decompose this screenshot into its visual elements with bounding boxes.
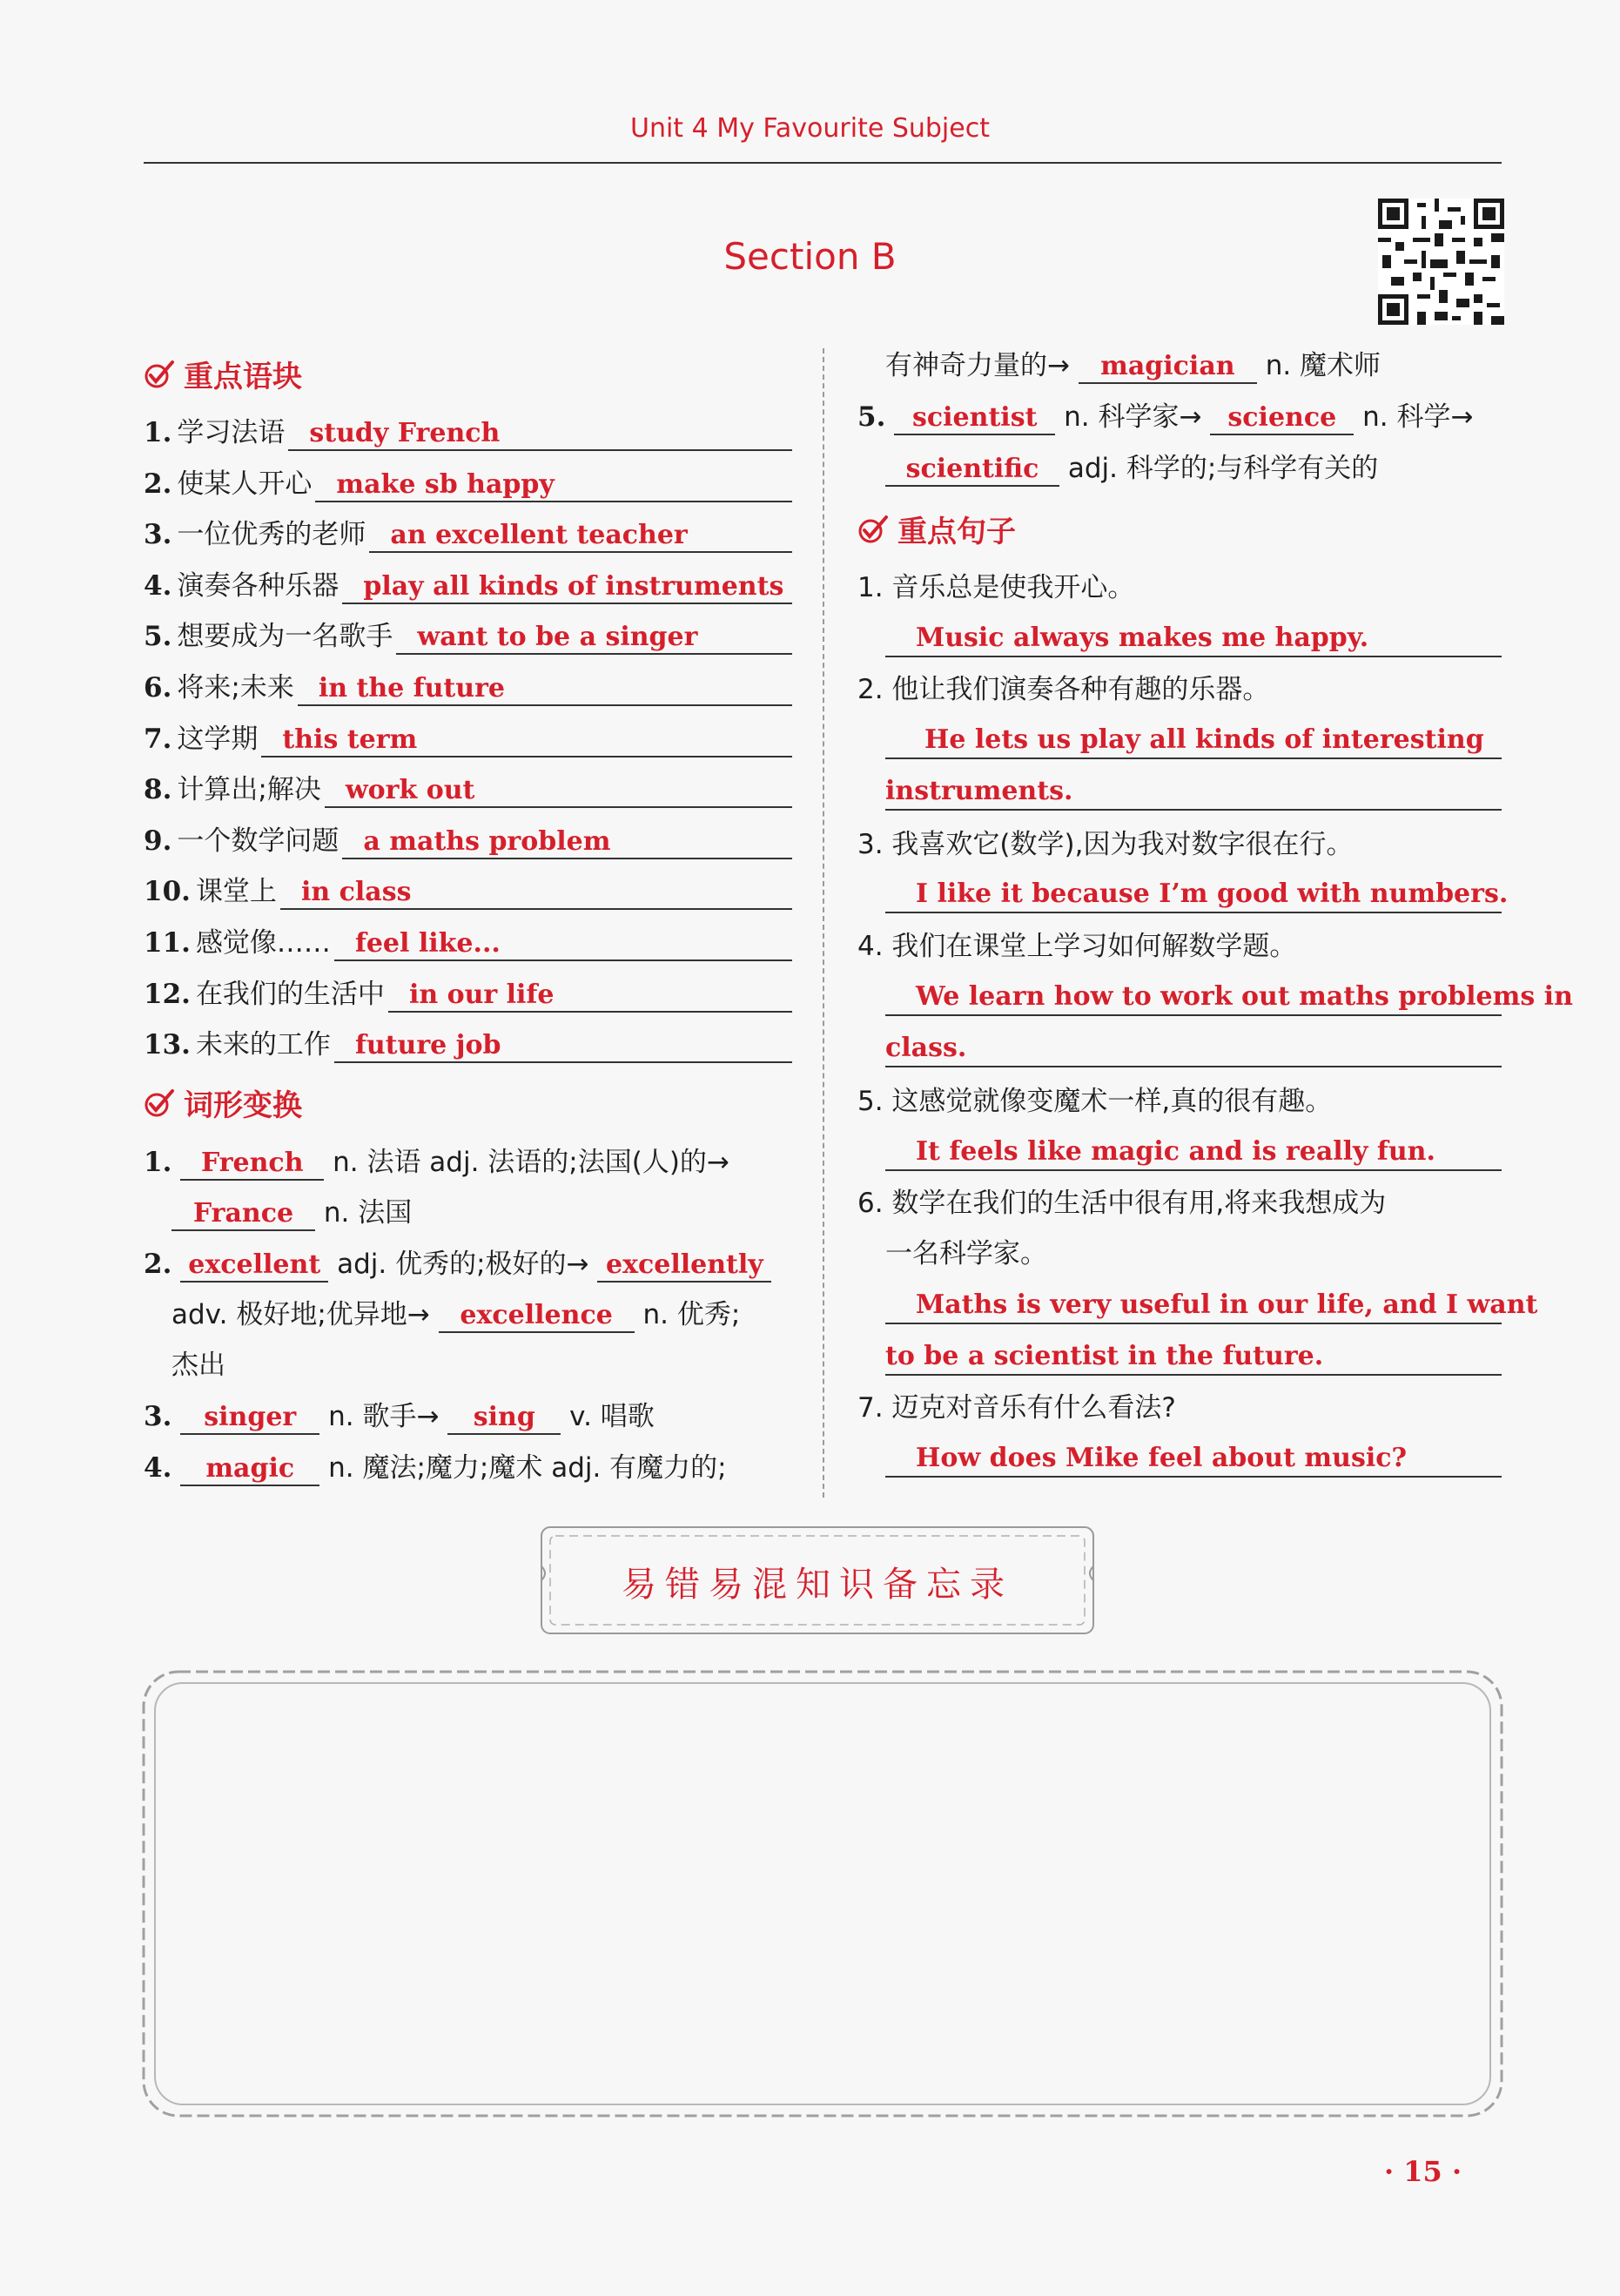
- sentence-5-prompt: 5. 这感觉就像变魔术一样,真的很有趣。: [857, 1086, 1333, 1117]
- phrase-answer: want to be a singer: [396, 622, 792, 655]
- wordform-1-line-2: France n. 法国: [171, 1195, 412, 1231]
- column-divider: [823, 348, 824, 1498]
- wordform-1-line-1: 1. French n. 法语 adj. 法语的;法国(人)的→: [144, 1145, 729, 1181]
- wordform-3: 3. singer n. 歌手→ sing v. 唱歌: [144, 1399, 655, 1435]
- phrase-item: [144, 569, 792, 604]
- phrase-chinese: 一位优秀的老师: [177, 519, 366, 551]
- phrase-answer: play all kinds of instruments: [342, 571, 792, 604]
- sentence-1-prompt: 1. 音乐总是使我开心。: [857, 572, 1135, 603]
- phrase-answer: future job: [334, 1030, 792, 1063]
- sentence-6-answer-line-1: Maths is very useful in our life, and I want: [885, 1288, 1502, 1324]
- phrase-number: 7.: [144, 723, 172, 755]
- sentence-4-answer-line-1: We learn how to work out maths problems in: [885, 980, 1502, 1016]
- phrase-item: [144, 517, 792, 553]
- wordform-2-line-1: 2. excellent adj. 优秀的;极好的→ excellently: [144, 1247, 771, 1283]
- sentence-5-answer: It feels like magic and is really fun.: [885, 1135, 1502, 1171]
- phrase-chinese: 这学期: [177, 723, 259, 755]
- phrase-number: 1.: [144, 417, 172, 448]
- answer-excellence: excellence: [439, 1300, 635, 1333]
- phrase-item: [144, 619, 792, 655]
- running-header: Unit 4 My Favourite Subject: [630, 113, 990, 144]
- phrase-number: 2.: [144, 468, 172, 500]
- phrase-chinese: 学习法语: [177, 417, 286, 448]
- wordform-2-line-2: adv. 极好地;优异地→ excellence n. 优秀;: [171, 1297, 740, 1333]
- answer-singer: singer: [180, 1402, 319, 1435]
- answer-sing: sing: [447, 1402, 561, 1435]
- header-rule: [144, 162, 1502, 164]
- phrase-number: 12.: [144, 978, 191, 1010]
- memo-banner: [538, 1524, 1097, 1637]
- answer-excellent: excellent: [180, 1249, 328, 1283]
- check-icon: [857, 515, 889, 544]
- check-icon: [144, 1088, 175, 1118]
- sentence-2-prompt: 2. 他让我们演奏各种有趣的乐器。: [857, 674, 1270, 705]
- wordform-4-line-1: 4. magic n. 魔法;魔力;魔术 adj. 有魔力的;: [144, 1451, 727, 1486]
- answer-scientist: scientist: [894, 402, 1055, 435]
- phrase-answer: study French: [288, 418, 792, 451]
- phrase-answer: this term: [261, 724, 792, 757]
- phrase-item: [144, 467, 792, 502]
- section-title: Section B: [723, 235, 897, 278]
- answer-french: French: [180, 1148, 324, 1181]
- sentence-4-answer-line-2: class.: [885, 1031, 1502, 1067]
- phrase-chinese: 将来;未来: [177, 672, 294, 704]
- phrase-chinese: 计算出;解决: [177, 774, 321, 806]
- wordform-4-line-2: 有神奇力量的→ magician n. 魔术师: [885, 348, 1381, 384]
- phrase-answer: in the future: [298, 673, 792, 706]
- phrase-item: [144, 1027, 792, 1063]
- answer-france: France: [171, 1198, 315, 1231]
- phrase-number: 4.: [144, 569, 172, 602]
- phrase-item: [144, 977, 792, 1013]
- wordform-5-line-2: scientific adj. 科学的;与科学有关的: [885, 451, 1378, 487]
- phrase-chinese: 课堂上: [195, 876, 277, 908]
- phrase-number: 13.: [144, 1029, 191, 1061]
- wordform-2-line-3: 杰出: [171, 1350, 225, 1381]
- sentence-6-answer-line-2: to be a scientist in the future.: [885, 1339, 1502, 1376]
- answer-magic: magic: [180, 1453, 319, 1486]
- answer-science: science: [1210, 402, 1354, 435]
- phrase-item: [144, 415, 792, 451]
- phrase-item: [144, 874, 792, 910]
- phrase-answer: in class: [280, 877, 792, 910]
- sentence-6-prompt-line-2: 一名科学家。: [885, 1238, 1047, 1269]
- memo-title: 易错易混知识备忘录: [622, 1565, 1013, 1605]
- phrase-chinese: 一个数学问题: [177, 825, 339, 857]
- phrase-number: 6.: [144, 672, 172, 704]
- sentences-heading: 重点句子: [857, 508, 1016, 550]
- phrase-item: [144, 722, 792, 757]
- sentence-7-answer: How does Mike feel about music?: [885, 1441, 1502, 1478]
- page-number: · 15 ·: [1384, 2155, 1462, 2188]
- phrase-answer: feel like...: [334, 928, 792, 961]
- sentence-2-answer-line-1: He lets us play all kinds of interesting: [885, 723, 1502, 759]
- phrase-number: 9.: [144, 825, 172, 857]
- sentence-3-answer: I like it because I’m good with numbers.: [885, 877, 1502, 913]
- answer-scientific: scientific: [885, 454, 1059, 487]
- phrase-number: 3.: [144, 519, 172, 551]
- memo-writing-box[interactable]: [139, 1667, 1506, 2120]
- phrase-chinese: 演奏各种乐器: [177, 569, 339, 602]
- phrase-item: [144, 670, 792, 706]
- phrase-answer: an excellent teacher: [369, 520, 792, 553]
- phrase-item: [144, 824, 792, 859]
- phrase-item: [144, 926, 792, 961]
- check-icon: [144, 360, 175, 389]
- answer-magician: magician: [1079, 351, 1257, 384]
- phrase-item: [144, 772, 792, 808]
- phrase-number: 10.: [144, 876, 191, 908]
- phrase-number: 11.: [144, 927, 191, 959]
- phrases-heading: 重点语块: [144, 353, 302, 395]
- phrase-chinese: 感觉像……: [195, 927, 331, 959]
- sentence-1-answer: Music always makes me happy.: [885, 621, 1502, 657]
- phrase-answer: in our life: [388, 980, 792, 1013]
- sentence-4-prompt: 4. 我们在课堂上学习如何解数学题。: [857, 931, 1297, 962]
- phrase-answer: work out: [325, 775, 792, 808]
- sentence-3-prompt: 3. 我喜欢它(数学),因为我对数字很在行。: [857, 829, 1354, 860]
- wordform-heading: 词形变换: [144, 1081, 302, 1124]
- phrase-chinese: 使某人开心: [177, 468, 313, 500]
- phrase-chinese: 在我们的生活中: [195, 978, 385, 1010]
- sentence-6-prompt-line-1: 6. 数学在我们的生活中很有用,将来我想成为: [857, 1188, 1387, 1219]
- phrase-answer: a maths problem: [342, 826, 792, 859]
- phrase-answer: make sb happy: [315, 469, 792, 502]
- answer-excellently: excellently: [597, 1249, 771, 1283]
- sentence-7-prompt: 7. 迈克对音乐有什么看法?: [857, 1392, 1176, 1424]
- wordform-5-line-1: 5. scientist n. 科学家→ science n. 科学→: [857, 400, 1474, 435]
- phrase-number: 5.: [144, 621, 172, 653]
- phrase-chinese: 想要成为一名歌手: [177, 621, 393, 653]
- phrase-chinese: 未来的工作: [195, 1029, 331, 1061]
- phrase-number: 8.: [144, 774, 172, 806]
- qr-code-icon: [1378, 199, 1504, 325]
- sentence-2-answer-line-2: instruments.: [885, 774, 1502, 811]
